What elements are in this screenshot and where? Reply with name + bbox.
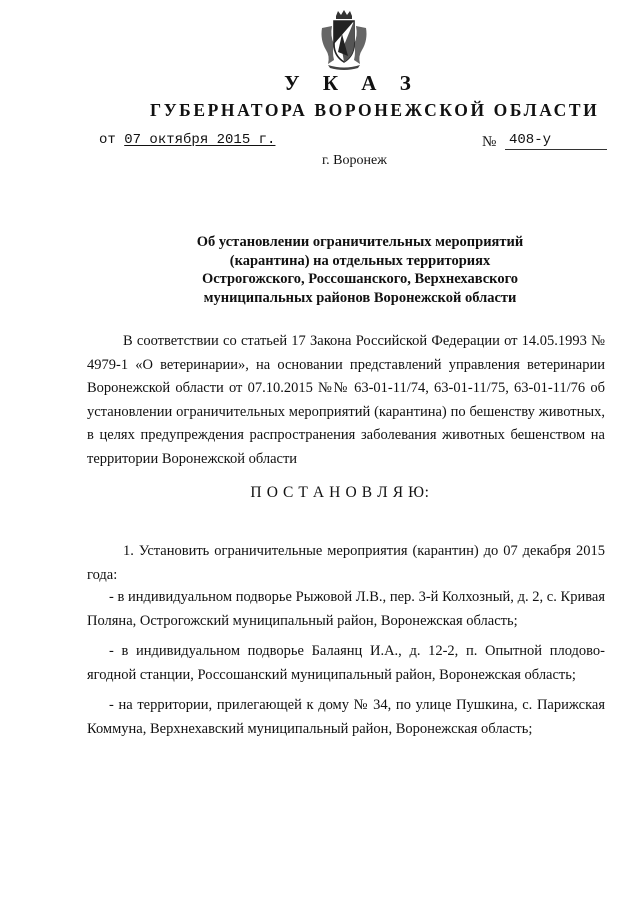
number-prefix: № xyxy=(482,134,497,150)
coat-of-arms-icon xyxy=(318,10,370,70)
heading-line: (карантина) на отдельных территориях xyxy=(229,252,491,269)
preamble-paragraph: В соответствии со статьей 17 Закона Российской Федерации от 14.05.1993 № 4979-1 «О ветеринарии», на основании представлений управления ветеринарии Воронежской области от 07.10.2015 №№ 63-01-11/74, 63-01-11/75, 63-01-11/76 об установлении ограничительных мероприятий (карантина) по бешенству животных, в целях предупреждения распространения заболевания животных бешенством на территории Воронежской области xyxy=(87,333,605,467)
heading-line: Острогожского, Россошанского, Верхнехавского xyxy=(201,271,519,287)
item-1-c-paragraph: - на территории, прилегающей к дому № 34, по улице Пушкина, с. Парижская Коммуна, Верхнехавский муниципальный район, Воронежская область; xyxy=(87,697,605,737)
date-value: 07 октября 2015 г. xyxy=(124,132,276,148)
item-1-a-paragraph: - в индивидуальном подворье Рыжовой Л.В., пер. 3-й Колхозный, д. 2, с. Кривая Поляна, Острогожский муниципальный район, Воронежская область; xyxy=(87,589,605,629)
document-title: У К А З xyxy=(284,71,420,95)
document-number: 408-у xyxy=(505,132,607,150)
date-prefix: от xyxy=(99,132,116,148)
item-1-paragraph: 1. Установить ограничительные мероприятия (карантин) до 07 декабря 2015 года: xyxy=(87,543,605,583)
resolve-heading: П О С Т А Н О В Л Я Ю: xyxy=(250,484,430,501)
heading-line: муниципальных районов Воронежской области xyxy=(203,289,517,306)
document-subtitle: ГУБЕРНАТОРА ВОРОНЕЖСКОЙ ОБЛАСТИ xyxy=(150,100,600,120)
date-line xyxy=(99,132,275,148)
city-label: г. Воронеж xyxy=(322,153,387,168)
document-heading xyxy=(120,233,600,307)
heading-line: Об установлении ограничительных мероприятий xyxy=(196,234,524,250)
item-1-b-paragraph: - в индивидуальном подворье Балаянц И.А., д. 12-2, п. Опытной плодово-ягодной станции, Россошанский муниципальный район, Воронежская область; xyxy=(87,643,605,683)
